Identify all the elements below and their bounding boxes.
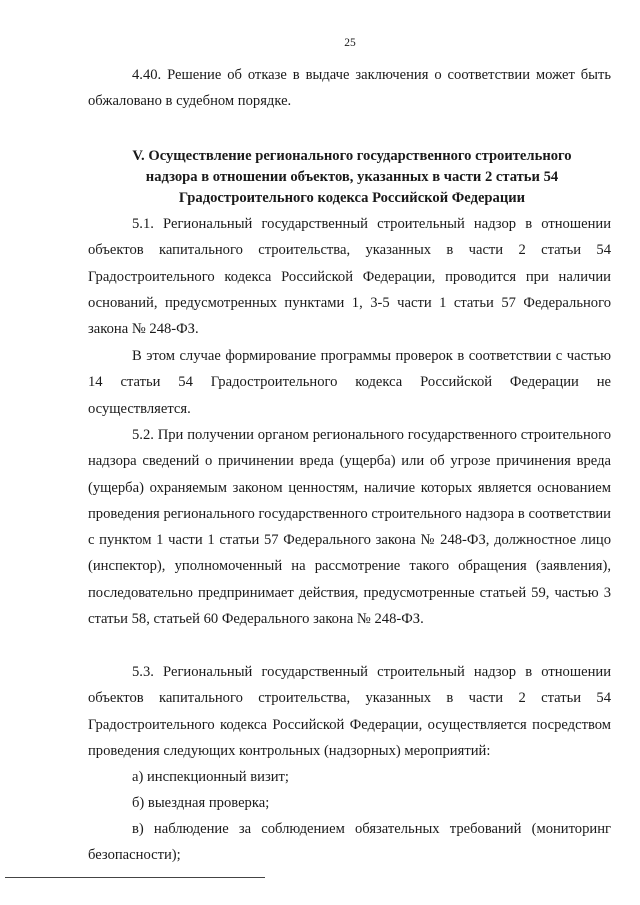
footer-rule [5,877,265,878]
section-heading: V. Осуществление регионального государственного строительного надзора в отношении объектов, указанных в части 2 статьи 54 Градостроительного кодекса Российской Федерации [132,148,572,206]
paragraph-5-1-continued: В этом случае формирование программы проверок в соответствии с частью 14 статьи 54 Градостроительного кодекса Российской Федерации не осуществляется. [88,348,611,417]
list-item-a: а) инспекционный визит; [132,769,289,785]
page-number: 25 [344,37,356,49]
paragraph-5-3: 5.3. Региональный государственный строительный надзор в отношении объектов капитального строительства, указанных в части 2 статьи 54 Градостроительного кодекса Российской Федерации, осуществляется посредством проведения следующих контрольных (надзорных) мероприятий: [88,664,611,759]
list-item-c: в) наблюдение за соблюдением обязательных требований (мониторинг безопасности); [88,821,611,864]
paragraph-5-2: 5.2. При получении органом регионального государственного строительного надзора сведений о причинении вреда (ущерба) или об угрозе причинения вреда (ущерба) охраняемым законом ценностям, наличие которых является основанием проведения регионального государственного строительного надзора в соответствии с пунктом 1 части 1 статьи 57 Федерального закона № 248-ФЗ, должностное лицо (инспектор), уполномоченный на рассмотрение такого обращения (заявления), последовательно предпринимает действия, предусмотренные статьей 59, частью 3 статьи 58, статьей 60 Федерального закона № 248-ФЗ. [88,427,611,628]
paragraph-5-1: 5.1. Региональный государственный строительный надзор в отношении объектов капитального строительства, указанных в части 2 статьи 54 Градостроительного кодекса Российской Федерации, проводится при наличии оснований, предусмотренных пунктами 1, 3-5 части 1 статьи 57 Федерального закона № 248-ФЗ. [88,216,611,338]
list-item-b: б) выездная проверка; [132,795,270,811]
paragraph-4-40: 4.40. Решение об отказе в выдаче заключения о соответствии может быть обжаловано в судебном порядке. [88,67,611,110]
